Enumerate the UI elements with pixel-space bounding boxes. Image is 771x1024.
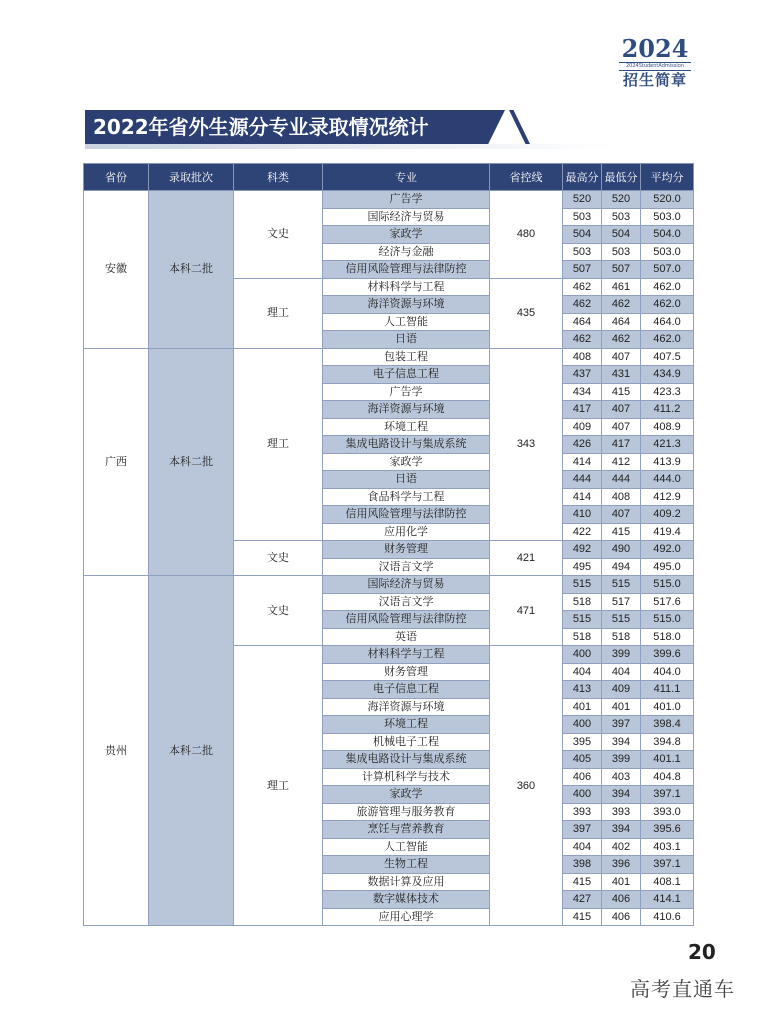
min-score-cell: 401 bbox=[602, 873, 641, 891]
min-score-cell: 393 bbox=[602, 803, 641, 821]
avg-score-cell: 492.0 bbox=[641, 541, 694, 559]
page-number: 20 bbox=[688, 940, 716, 964]
avg-score-cell: 411.2 bbox=[641, 401, 694, 419]
min-score-cell: 402 bbox=[602, 838, 641, 856]
max-score-cell: 422 bbox=[563, 523, 602, 541]
max-score-cell: 393 bbox=[563, 803, 602, 821]
max-score-cell: 408 bbox=[563, 348, 602, 366]
min-score-cell: 412 bbox=[602, 453, 641, 471]
max-score-cell: 518 bbox=[563, 593, 602, 611]
max-score-cell: 417 bbox=[563, 401, 602, 419]
max-score-cell: 415 bbox=[563, 873, 602, 891]
min-score-cell: 507 bbox=[602, 261, 641, 279]
avg-score-cell: 397.1 bbox=[641, 786, 694, 804]
major-cell: 海洋资源与环境 bbox=[323, 296, 490, 314]
header-control-line: 省控线 bbox=[490, 164, 563, 191]
max-score-cell: 520 bbox=[563, 191, 602, 209]
category-cell: 理工 bbox=[234, 278, 323, 348]
avg-score-cell: 495.0 bbox=[641, 558, 694, 576]
major-cell: 日语 bbox=[323, 471, 490, 489]
min-score-cell: 504 bbox=[602, 226, 641, 244]
avg-score-cell: 517.6 bbox=[641, 593, 694, 611]
major-cell: 集成电路设计与集成系统 bbox=[323, 751, 490, 769]
max-score-cell: 404 bbox=[563, 663, 602, 681]
avg-score-cell: 515.0 bbox=[641, 611, 694, 629]
major-cell: 数字媒体技术 bbox=[323, 891, 490, 909]
avg-score-cell: 397.1 bbox=[641, 856, 694, 874]
max-score-cell: 401 bbox=[563, 698, 602, 716]
min-score-cell: 431 bbox=[602, 366, 641, 384]
min-score-cell: 415 bbox=[602, 523, 641, 541]
major-cell: 财务管理 bbox=[323, 663, 490, 681]
max-score-cell: 515 bbox=[563, 576, 602, 594]
major-cell: 家政学 bbox=[323, 786, 490, 804]
max-score-cell: 400 bbox=[563, 786, 602, 804]
max-score-cell: 507 bbox=[563, 261, 602, 279]
max-score-cell: 444 bbox=[563, 471, 602, 489]
max-score-cell: 503 bbox=[563, 208, 602, 226]
header-major: 专业 bbox=[323, 164, 490, 191]
max-score-cell: 413 bbox=[563, 681, 602, 699]
min-score-cell: 407 bbox=[602, 348, 641, 366]
max-score-cell: 437 bbox=[563, 366, 602, 384]
province-cell: 贵州 bbox=[84, 576, 149, 926]
admission-scores-table bbox=[83, 163, 694, 926]
max-score-cell: 462 bbox=[563, 296, 602, 314]
major-cell: 烹饪与营养教育 bbox=[323, 821, 490, 839]
avg-score-cell: 462.0 bbox=[641, 278, 694, 296]
avg-score-cell: 399.6 bbox=[641, 646, 694, 664]
avg-score-cell: 395.6 bbox=[641, 821, 694, 839]
major-cell: 海洋资源与环境 bbox=[323, 698, 490, 716]
max-score-cell: 464 bbox=[563, 313, 602, 331]
avg-score-cell: 414.1 bbox=[641, 891, 694, 909]
province-cell: 安徽 bbox=[84, 191, 149, 349]
province-cell: 广西 bbox=[84, 348, 149, 576]
logo-year: 2024 bbox=[621, 34, 689, 63]
major-cell: 环境工程 bbox=[323, 716, 490, 734]
control-line-cell: 471 bbox=[490, 576, 563, 646]
avg-score-cell: 401.1 bbox=[641, 751, 694, 769]
avg-score-cell: 515.0 bbox=[641, 576, 694, 594]
min-score-cell: 396 bbox=[602, 856, 641, 874]
major-cell: 环境工程 bbox=[323, 418, 490, 436]
avg-score-cell: 421.3 bbox=[641, 436, 694, 454]
max-score-cell: 503 bbox=[563, 243, 602, 261]
header-province: 省份 bbox=[84, 164, 149, 191]
max-score-cell: 406 bbox=[563, 768, 602, 786]
avg-score-cell: 398.4 bbox=[641, 716, 694, 734]
avg-score-cell: 403.1 bbox=[641, 838, 694, 856]
category-cell: 文史 bbox=[234, 191, 323, 279]
page-title: 2022年省外生源分专业录取情况统计 bbox=[93, 115, 429, 139]
major-cell: 食品科学与工程 bbox=[323, 488, 490, 506]
avg-score-cell: 404.0 bbox=[641, 663, 694, 681]
major-cell: 应用化学 bbox=[323, 523, 490, 541]
major-cell: 旅游管理与服务教育 bbox=[323, 803, 490, 821]
batch-cell: 本科二批 bbox=[149, 191, 234, 349]
avg-score-cell: 423.3 bbox=[641, 383, 694, 401]
min-score-cell: 517 bbox=[602, 593, 641, 611]
avg-score-cell: 434.9 bbox=[641, 366, 694, 384]
major-cell: 数据计算及应用 bbox=[323, 873, 490, 891]
max-score-cell: 400 bbox=[563, 646, 602, 664]
avg-score-cell: 408.9 bbox=[641, 418, 694, 436]
min-score-cell: 515 bbox=[602, 611, 641, 629]
max-score-cell: 415 bbox=[563, 908, 602, 926]
major-cell: 材料科学与工程 bbox=[323, 278, 490, 296]
major-cell: 财务管理 bbox=[323, 541, 490, 559]
max-score-cell: 504 bbox=[563, 226, 602, 244]
avg-score-cell: 394.8 bbox=[641, 733, 694, 751]
avg-score-cell: 412.9 bbox=[641, 488, 694, 506]
header-category: 科类 bbox=[234, 164, 323, 191]
min-score-cell: 461 bbox=[602, 278, 641, 296]
major-cell: 电子信息工程 bbox=[323, 366, 490, 384]
min-score-cell: 520 bbox=[602, 191, 641, 209]
min-score-cell: 394 bbox=[602, 821, 641, 839]
avg-score-cell: 462.0 bbox=[641, 331, 694, 349]
logo-subtitle: 2024StudentAdmission bbox=[619, 62, 691, 71]
avg-score-cell: 410.6 bbox=[641, 908, 694, 926]
logo-chinese-title: 招生简章 bbox=[622, 71, 687, 89]
avg-score-cell: 409.2 bbox=[641, 506, 694, 524]
max-score-cell: 414 bbox=[563, 453, 602, 471]
min-score-cell: 515 bbox=[602, 576, 641, 594]
major-cell: 海洋资源与环境 bbox=[323, 401, 490, 419]
table-row bbox=[84, 576, 694, 594]
avg-score-cell: 464.0 bbox=[641, 313, 694, 331]
avg-score-cell: 444.0 bbox=[641, 471, 694, 489]
max-score-cell: 462 bbox=[563, 331, 602, 349]
max-score-cell: 405 bbox=[563, 751, 602, 769]
major-cell: 汉语言文学 bbox=[323, 558, 490, 576]
control-line-cell: 343 bbox=[490, 348, 563, 541]
avg-score-cell: 401.0 bbox=[641, 698, 694, 716]
min-score-cell: 494 bbox=[602, 558, 641, 576]
max-score-cell: 404 bbox=[563, 838, 602, 856]
avg-score-cell: 404.8 bbox=[641, 768, 694, 786]
min-score-cell: 407 bbox=[602, 418, 641, 436]
min-score-cell: 409 bbox=[602, 681, 641, 699]
major-cell: 电子信息工程 bbox=[323, 681, 490, 699]
min-score-cell: 407 bbox=[602, 401, 641, 419]
major-cell: 日语 bbox=[323, 331, 490, 349]
major-cell: 国际经济与贸易 bbox=[323, 208, 490, 226]
header-max-score: 最高分 bbox=[563, 164, 602, 191]
max-score-cell: 518 bbox=[563, 628, 602, 646]
major-cell: 信用风险管理与法律防控 bbox=[323, 506, 490, 524]
banner-underline bbox=[85, 144, 615, 149]
major-cell: 英语 bbox=[323, 628, 490, 646]
major-cell: 经济与金融 bbox=[323, 243, 490, 261]
max-score-cell: 462 bbox=[563, 278, 602, 296]
avg-score-cell: 504.0 bbox=[641, 226, 694, 244]
avg-score-cell: 520.0 bbox=[641, 191, 694, 209]
avg-score-cell: 407.5 bbox=[641, 348, 694, 366]
avg-score-cell: 393.0 bbox=[641, 803, 694, 821]
major-cell: 家政学 bbox=[323, 453, 490, 471]
major-cell: 材料科学与工程 bbox=[323, 646, 490, 664]
max-score-cell: 397 bbox=[563, 821, 602, 839]
header-avg-score: 平均分 bbox=[641, 164, 694, 191]
batch-cell: 本科二批 bbox=[149, 576, 234, 926]
min-score-cell: 394 bbox=[602, 786, 641, 804]
watermark: 高考直通车 bbox=[630, 977, 735, 1001]
avg-score-cell: 503.0 bbox=[641, 208, 694, 226]
category-cell: 理工 bbox=[234, 348, 323, 541]
min-score-cell: 490 bbox=[602, 541, 641, 559]
min-score-cell: 406 bbox=[602, 908, 641, 926]
min-score-cell: 464 bbox=[602, 313, 641, 331]
min-score-cell: 406 bbox=[602, 891, 641, 909]
min-score-cell: 408 bbox=[602, 488, 641, 506]
max-score-cell: 492 bbox=[563, 541, 602, 559]
major-cell: 信用风险管理与法律防控 bbox=[323, 261, 490, 279]
avg-score-cell: 507.0 bbox=[641, 261, 694, 279]
min-score-cell: 503 bbox=[602, 243, 641, 261]
control-line-cell: 435 bbox=[490, 278, 563, 348]
major-cell: 包装工程 bbox=[323, 348, 490, 366]
max-score-cell: 395 bbox=[563, 733, 602, 751]
min-score-cell: 399 bbox=[602, 646, 641, 664]
major-cell: 机械电子工程 bbox=[323, 733, 490, 751]
min-score-cell: 462 bbox=[602, 331, 641, 349]
brochure-logo bbox=[619, 36, 691, 89]
major-cell: 应用心理学 bbox=[323, 908, 490, 926]
major-cell: 信用风险管理与法律防控 bbox=[323, 611, 490, 629]
control-line-cell: 421 bbox=[490, 541, 563, 576]
banner-stripe-decoration bbox=[500, 110, 530, 144]
min-score-cell: 404 bbox=[602, 663, 641, 681]
max-score-cell: 515 bbox=[563, 611, 602, 629]
header-batch: 录取批次 bbox=[149, 164, 234, 191]
min-score-cell: 503 bbox=[602, 208, 641, 226]
table-row bbox=[84, 348, 694, 366]
category-cell: 文史 bbox=[234, 541, 323, 576]
max-score-cell: 495 bbox=[563, 558, 602, 576]
avg-score-cell: 419.4 bbox=[641, 523, 694, 541]
min-score-cell: 394 bbox=[602, 733, 641, 751]
min-score-cell: 417 bbox=[602, 436, 641, 454]
avg-score-cell: 413.9 bbox=[641, 453, 694, 471]
avg-score-cell: 411.1 bbox=[641, 681, 694, 699]
max-score-cell: 400 bbox=[563, 716, 602, 734]
category-cell: 文史 bbox=[234, 576, 323, 646]
control-line-cell: 360 bbox=[490, 646, 563, 926]
max-score-cell: 426 bbox=[563, 436, 602, 454]
min-score-cell: 397 bbox=[602, 716, 641, 734]
max-score-cell: 410 bbox=[563, 506, 602, 524]
major-cell: 生物工程 bbox=[323, 856, 490, 874]
major-cell: 国际经济与贸易 bbox=[323, 576, 490, 594]
avg-score-cell: 518.0 bbox=[641, 628, 694, 646]
avg-score-cell: 462.0 bbox=[641, 296, 694, 314]
max-score-cell: 427 bbox=[563, 891, 602, 909]
max-score-cell: 434 bbox=[563, 383, 602, 401]
major-cell: 计算机科学与技术 bbox=[323, 768, 490, 786]
table-header-row bbox=[84, 164, 694, 191]
header-min-score: 最低分 bbox=[602, 164, 641, 191]
table-row bbox=[84, 191, 694, 209]
min-score-cell: 401 bbox=[602, 698, 641, 716]
major-cell: 家政学 bbox=[323, 226, 490, 244]
min-score-cell: 403 bbox=[602, 768, 641, 786]
major-cell: 集成电路设计与集成系统 bbox=[323, 436, 490, 454]
avg-score-cell: 503.0 bbox=[641, 243, 694, 261]
avg-score-cell: 408.1 bbox=[641, 873, 694, 891]
major-cell: 人工智能 bbox=[323, 313, 490, 331]
max-score-cell: 414 bbox=[563, 488, 602, 506]
major-cell: 广告学 bbox=[323, 191, 490, 209]
min-score-cell: 415 bbox=[602, 383, 641, 401]
major-cell: 广告学 bbox=[323, 383, 490, 401]
min-score-cell: 518 bbox=[602, 628, 641, 646]
max-score-cell: 409 bbox=[563, 418, 602, 436]
category-cell: 理工 bbox=[234, 646, 323, 926]
major-cell: 汉语言文学 bbox=[323, 593, 490, 611]
major-cell: 人工智能 bbox=[323, 838, 490, 856]
batch-cell: 本科二批 bbox=[149, 348, 234, 576]
min-score-cell: 399 bbox=[602, 751, 641, 769]
min-score-cell: 444 bbox=[602, 471, 641, 489]
min-score-cell: 462 bbox=[602, 296, 641, 314]
control-line-cell: 480 bbox=[490, 191, 563, 279]
max-score-cell: 398 bbox=[563, 856, 602, 874]
min-score-cell: 407 bbox=[602, 506, 641, 524]
